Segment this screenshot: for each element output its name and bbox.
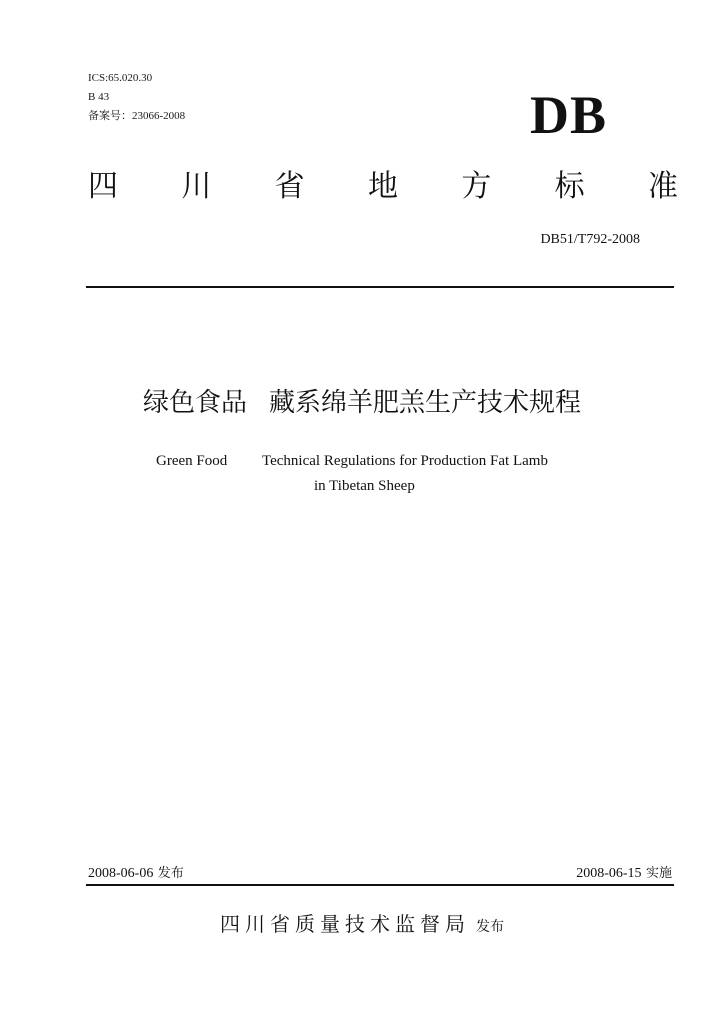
issue-date-label: 发布 (157, 866, 184, 881)
publisher-suffix: 发布 (476, 919, 504, 935)
english-title-line2: in Tibetan Sheep (314, 478, 415, 494)
record-number: 备案号：23066-2008 (88, 110, 186, 122)
standard-type-char: 四 (88, 169, 118, 204)
issue-date (88, 864, 184, 883)
issue-date-value: 2008-06-06 (88, 866, 154, 881)
standard-type-char: 川 (181, 169, 212, 204)
top-divider (86, 286, 674, 288)
standard-type-heading (88, 168, 678, 208)
implementation-date (576, 864, 672, 883)
standard-type-char: 方 (461, 169, 492, 204)
chinese-title-part1: 绿色食品 (142, 388, 247, 418)
standard-type-char: 标 (554, 169, 585, 204)
publisher-name: 四川省质量技术监督局 (220, 912, 470, 936)
implementation-date-value: 2008-06-15 (576, 866, 642, 881)
standard-type-char: 准 (647, 169, 678, 204)
bottom-divider (86, 884, 674, 886)
chinese-title-part2: 藏系绵羊肥羔生产技术规程 (269, 388, 582, 418)
implementation-date-label: 实施 (645, 866, 672, 881)
english-title-part2: Technical Regulations for Production Fat Lamb (262, 453, 548, 469)
publisher (0, 908, 724, 937)
db-logo: DB (530, 85, 608, 145)
ics-code: ICS:65.020.30 (88, 72, 153, 84)
standard-number: DB51/T792-2008 (540, 232, 640, 247)
classification-code: B 43 (88, 91, 110, 103)
english-title-part1: Green Food (156, 453, 228, 469)
chinese-title (0, 386, 724, 420)
standard-type-char: 地 (367, 169, 398, 204)
standard-type-char: 省 (274, 169, 305, 204)
